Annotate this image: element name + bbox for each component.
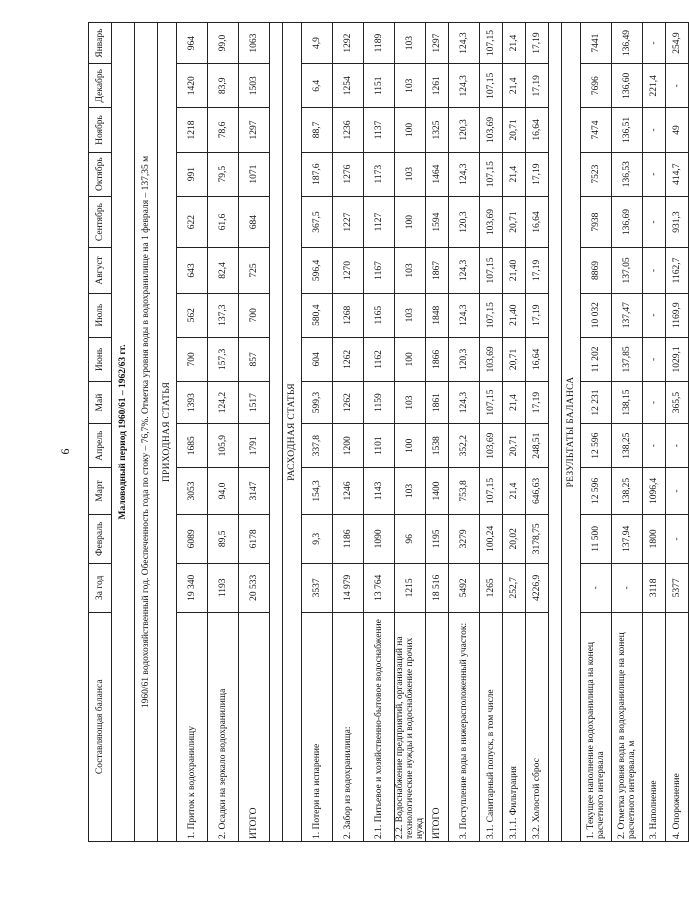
row-value: 1270 (333, 248, 364, 293)
row-value: - (581, 564, 612, 612)
row-value: 124,3 (449, 152, 480, 196)
row-value: 596,4 (302, 248, 333, 293)
row-value: 1063 (239, 23, 270, 64)
row-value: 5377 (666, 564, 689, 612)
table-row (302, 23, 333, 842)
row-value: 352,2 (449, 424, 480, 468)
year-note: 1960/61 водохозяйственный год. Обеспеченность года по стоку – 76,7%. Отметка уровня воды в водохранилище на 1 февраля – 137,35 м (135, 23, 158, 842)
table-row (395, 23, 426, 842)
row-value: 100,24 (480, 514, 503, 563)
row-value: 7523 (581, 152, 612, 196)
table-body (89, 23, 689, 842)
row-value: 61,6 (208, 196, 239, 248)
row-value: 6,4 (302, 64, 333, 108)
blank-row (549, 23, 562, 842)
row-value: 725 (239, 248, 270, 293)
row-value: 13 764 (364, 564, 395, 612)
row-value: 1791 (239, 424, 270, 468)
row-value: 1096,4 (643, 468, 666, 514)
row-label: 2. Осадки на зеркало водохранилища (208, 612, 239, 841)
row-value: 964 (177, 23, 208, 64)
blank-row (270, 23, 283, 842)
row-value: 107,15 (480, 23, 503, 64)
row-value: 1236 (333, 108, 364, 152)
row-value: - (643, 424, 666, 468)
row-value: 17,19 (526, 293, 549, 337)
row-value: 1594 (426, 196, 449, 248)
row-value: 12 596 (581, 424, 612, 468)
row-value: 1215 (395, 564, 426, 612)
row-value: 120,3 (449, 337, 480, 381)
row-value: 337,8 (302, 424, 333, 468)
row-value: 136,51 (612, 108, 643, 152)
row-value: 562 (177, 293, 208, 337)
row-value: 124,3 (449, 23, 480, 64)
row-value: - (666, 64, 689, 108)
row-label: 3.2. Холостой сброс (526, 612, 549, 841)
row-value: 21,4 (503, 64, 526, 108)
row-value: 1159 (364, 382, 395, 424)
row-value: 7696 (581, 64, 612, 108)
row-value: 1189 (364, 23, 395, 64)
row-value: - (666, 514, 689, 563)
row-value: 700 (239, 293, 270, 337)
table-row (480, 23, 503, 842)
row-value: 991 (177, 152, 208, 196)
row-value: 16,64 (526, 108, 549, 152)
row-value: 138,25 (612, 424, 643, 468)
water-balance-table (88, 22, 689, 842)
row-value: 100 (395, 424, 426, 468)
row-value: 124,3 (449, 248, 480, 293)
header-month: Февраль (89, 514, 112, 563)
row-label: 2. Отметка уровня воды в водохранилище на конец расчетного интервала, м (612, 612, 643, 841)
row-value: 12 596 (581, 468, 612, 514)
row-value: 622 (177, 196, 208, 248)
section-title: ПРИХОДНАЯ СТАТЬЯ (158, 23, 177, 842)
row-value: 83,9 (208, 64, 239, 108)
table-row (426, 23, 449, 842)
row-value: - (643, 108, 666, 152)
row-value: 96 (395, 514, 426, 563)
header-month: За год (89, 564, 112, 612)
row-value: 11 500 (581, 514, 612, 563)
row-value: 17,19 (526, 23, 549, 64)
row-label: 2.1. Питьевое и хозяйственно-бытовое водоснабжение (364, 612, 395, 841)
row-value: 19 340 (177, 564, 208, 612)
header-month: Апрель (89, 424, 112, 468)
row-value: 1538 (426, 424, 449, 468)
row-value: 1193 (208, 564, 239, 612)
row-value: 136,60 (612, 64, 643, 108)
row-value: 103,69 (480, 196, 503, 248)
row-value: 1262 (333, 382, 364, 424)
row-value: 3118 (643, 564, 666, 612)
row-value: 3279 (449, 514, 480, 563)
row-value: - (643, 248, 666, 293)
row-value: 49 (666, 108, 689, 152)
row-label: 2.2. Водоснабжение предприятий, организаций на технологические нужды и водоснабжение прочих нужд (395, 612, 426, 841)
table-row (177, 23, 208, 842)
row-value: 124,3 (449, 293, 480, 337)
row-value: 88,7 (302, 108, 333, 152)
row-value: 20,71 (503, 108, 526, 152)
row-value: 684 (239, 196, 270, 248)
row-value: 857 (239, 337, 270, 381)
row-value: 1165 (364, 293, 395, 337)
row-value: 78,6 (208, 108, 239, 152)
row-value: 138,15 (612, 382, 643, 424)
row-value: 1464 (426, 152, 449, 196)
row-value: 1393 (177, 382, 208, 424)
row-value: 1227 (333, 196, 364, 248)
row-value: 3147 (239, 468, 270, 514)
row-value: 365,5 (666, 382, 689, 424)
row-value: 21,40 (503, 248, 526, 293)
row-value: 100 (395, 337, 426, 381)
row-value: 1517 (239, 382, 270, 424)
row-label: 3. Поступление воды в нижерасположенный участок: (449, 612, 480, 841)
row-value: 137,85 (612, 337, 643, 381)
row-value: 1071 (239, 152, 270, 196)
row-value: 1848 (426, 293, 449, 337)
row-value: 107,15 (480, 293, 503, 337)
section-title: РЕЗУЛЬТАТЫ БАЛАНСА (562, 23, 581, 842)
row-value: 21,40 (503, 293, 526, 337)
row-label: 2. Забор из водохранилища: (333, 612, 364, 841)
row-value: - (643, 337, 666, 381)
row-value: 136,49 (612, 23, 643, 64)
row-value: 103 (395, 64, 426, 108)
row-value: 11 202 (581, 337, 612, 381)
blank-cell (270, 23, 283, 842)
row-value: 157,3 (208, 337, 239, 381)
header-month: Сентябрь (89, 196, 112, 248)
row-value: 1186 (333, 514, 364, 563)
row-value: 17,19 (526, 64, 549, 108)
row-value: 105,9 (208, 424, 239, 468)
row-value: 1262 (333, 337, 364, 381)
row-value: 1268 (333, 293, 364, 337)
row-value: 17,19 (526, 382, 549, 424)
row-value: 1029,1 (666, 337, 689, 381)
row-value: 1143 (364, 468, 395, 514)
row-value: 646,63 (526, 468, 549, 514)
header-month: Май (89, 382, 112, 424)
row-value: 103,69 (480, 337, 503, 381)
row-value: 99,0 (208, 23, 239, 64)
row-value: 1137 (364, 108, 395, 152)
row-value: 16,64 (526, 196, 549, 248)
header-month: Ноябрь (89, 108, 112, 152)
table-row (643, 23, 666, 842)
header-month: Июнь (89, 337, 112, 381)
table-row (208, 23, 239, 842)
row-value: 1503 (239, 64, 270, 108)
row-value: 137,94 (612, 514, 643, 563)
row-value: 136,69 (612, 196, 643, 248)
row-value: 120,3 (449, 196, 480, 248)
table-row (526, 23, 549, 842)
row-value: 103 (395, 293, 426, 337)
row-value: 20,71 (503, 196, 526, 248)
row-value: 3178,75 (526, 514, 549, 563)
row-value: 187,6 (302, 152, 333, 196)
table-row (581, 23, 612, 842)
row-label: 3. Наполнение (643, 612, 666, 841)
row-value: 1276 (333, 152, 364, 196)
row-label: 1. Потери на испарение (302, 612, 333, 841)
row-value: - (643, 152, 666, 196)
header-month: Октябрь (89, 152, 112, 196)
row-value: 248,51 (526, 424, 549, 468)
row-value: 137,05 (612, 248, 643, 293)
row-value: 254,9 (666, 23, 689, 64)
row-value: 604 (302, 337, 333, 381)
row-value: 1127 (364, 196, 395, 248)
row-value: 6089 (177, 514, 208, 563)
row-value: 5492 (449, 564, 480, 612)
row-value: 103 (395, 23, 426, 64)
row-value: 1292 (333, 23, 364, 64)
row-value: 136,53 (612, 152, 643, 196)
row-value: 100 (395, 196, 426, 248)
row-value: 107,15 (480, 468, 503, 514)
header-month: Январь (89, 23, 112, 64)
row-value: 107,15 (480, 64, 503, 108)
row-value: 17,19 (526, 248, 549, 293)
row-value: 7441 (581, 23, 612, 64)
row-value: - (666, 468, 689, 514)
table-row (612, 23, 643, 842)
row-value: - (643, 23, 666, 64)
row-value: 21,4 (503, 468, 526, 514)
row-value: 414,7 (666, 152, 689, 196)
row-label: ИТОГО (426, 612, 449, 841)
row-value: 1200 (333, 424, 364, 468)
row-value: 10 032 (581, 293, 612, 337)
row-value: 17,19 (526, 152, 549, 196)
row-value: 1297 (239, 108, 270, 152)
row-value: 103 (395, 468, 426, 514)
row-value: 1151 (364, 64, 395, 108)
row-label: ИТОГО (239, 612, 270, 841)
row-value: 120,3 (449, 108, 480, 152)
row-value: 107,15 (480, 248, 503, 293)
year-note-row (135, 23, 158, 842)
header-month: Декабрь (89, 64, 112, 108)
row-value: 94,0 (208, 468, 239, 514)
row-value: 252,7 (503, 564, 526, 612)
row-label: 3.1. Санитарный попуск, в том числе (480, 612, 503, 841)
row-value: 124,2 (208, 382, 239, 424)
row-value: 1685 (177, 424, 208, 468)
table-row (333, 23, 364, 842)
row-value: 12 231 (581, 382, 612, 424)
row-value: 1866 (426, 337, 449, 381)
row-value: 580,4 (302, 293, 333, 337)
row-value: 1090 (364, 514, 395, 563)
row-value: 1297 (426, 23, 449, 64)
row-value: 20,71 (503, 337, 526, 381)
row-value: 18 516 (426, 564, 449, 612)
section-row (562, 23, 581, 842)
row-value: 1162 (364, 337, 395, 381)
row-value: 1169,9 (666, 293, 689, 337)
row-value: 20,02 (503, 514, 526, 563)
row-value: 931,3 (666, 196, 689, 248)
row-value: 1246 (333, 468, 364, 514)
row-value: 1218 (177, 108, 208, 152)
table-row (239, 23, 270, 842)
row-value: - (643, 293, 666, 337)
row-value: 103 (395, 248, 426, 293)
row-value: 21,4 (503, 382, 526, 424)
row-value: 3053 (177, 468, 208, 514)
row-value: 124,3 (449, 382, 480, 424)
row-value: 14 979 (333, 564, 364, 612)
row-value: 103,69 (480, 424, 503, 468)
header-month: Август (89, 248, 112, 293)
header-month: Июль (89, 293, 112, 337)
row-value: 1800 (643, 514, 666, 563)
row-value: 103 (395, 382, 426, 424)
row-value: 1162,7 (666, 248, 689, 293)
table-row (364, 23, 395, 842)
row-value: 1261 (426, 64, 449, 108)
row-value: 21,4 (503, 152, 526, 196)
row-value: 21,4 (503, 23, 526, 64)
blank-cell (549, 23, 562, 842)
page-number: 9 (58, 448, 73, 455)
row-value: 4,9 (302, 23, 333, 64)
row-value: 1167 (364, 248, 395, 293)
section-row (283, 23, 302, 842)
row-label: 1. Приток к водохранилищу (177, 612, 208, 841)
row-label: 1. Текущее наполнение водохранилища на конец расчетного интервала (581, 612, 612, 841)
header-label: Составляющая баланса (89, 612, 112, 841)
row-value: 1325 (426, 108, 449, 152)
row-value: - (643, 382, 666, 424)
row-value: 103 (395, 152, 426, 196)
row-value: 1400 (426, 468, 449, 514)
row-value: 20 533 (239, 564, 270, 612)
row-value: 82,4 (208, 248, 239, 293)
row-value: 6178 (239, 514, 270, 563)
row-value: - (643, 196, 666, 248)
row-value: 107,15 (480, 152, 503, 196)
row-value: 20,71 (503, 424, 526, 468)
row-value: 138,25 (612, 468, 643, 514)
row-value: 753,8 (449, 468, 480, 514)
row-value: 1420 (177, 64, 208, 108)
row-value: - (666, 424, 689, 468)
row-value: 9,3 (302, 514, 333, 563)
row-value: 107,15 (480, 382, 503, 424)
section-title: РАСХОДНАЯ СТАТЬЯ (283, 23, 302, 842)
row-value: 7938 (581, 196, 612, 248)
row-label: 4. Опорожнение (666, 612, 689, 841)
row-value: 16,64 (526, 337, 549, 381)
row-value: 1254 (333, 64, 364, 108)
period-title-row (112, 23, 135, 842)
row-value: 154,3 (302, 468, 333, 514)
header-row (89, 23, 112, 842)
table-row (666, 23, 689, 842)
row-value: 1195 (426, 514, 449, 563)
row-value: 8869 (581, 248, 612, 293)
row-value: 124,3 (449, 64, 480, 108)
row-value: 1861 (426, 382, 449, 424)
period-title: Маловодный период 1960/61 – 1962/63 гг. (112, 23, 135, 842)
row-value: 1101 (364, 424, 395, 468)
row-value: - (612, 564, 643, 612)
row-value: 1173 (364, 152, 395, 196)
row-value: 643 (177, 248, 208, 293)
row-value: 1265 (480, 564, 503, 612)
row-value: 137,3 (208, 293, 239, 337)
row-value: 1867 (426, 248, 449, 293)
section-row (158, 23, 177, 842)
table-row (503, 23, 526, 842)
balance-table-rotated (88, 22, 682, 842)
table-row (449, 23, 480, 842)
row-value: 3537 (302, 564, 333, 612)
row-value: 221,4 (643, 64, 666, 108)
row-value: 103,69 (480, 108, 503, 152)
header-month: Март (89, 468, 112, 514)
row-value: 4226,9 (526, 564, 549, 612)
row-value: 599,3 (302, 382, 333, 424)
row-label: 3.1.1. Фильтрация (503, 612, 526, 841)
row-value: 100 (395, 108, 426, 152)
row-value: 700 (177, 337, 208, 381)
row-value: 367,5 (302, 196, 333, 248)
row-value: 89,5 (208, 514, 239, 563)
row-value: 79,5 (208, 152, 239, 196)
row-value: 7474 (581, 108, 612, 152)
row-value: 137,47 (612, 293, 643, 337)
